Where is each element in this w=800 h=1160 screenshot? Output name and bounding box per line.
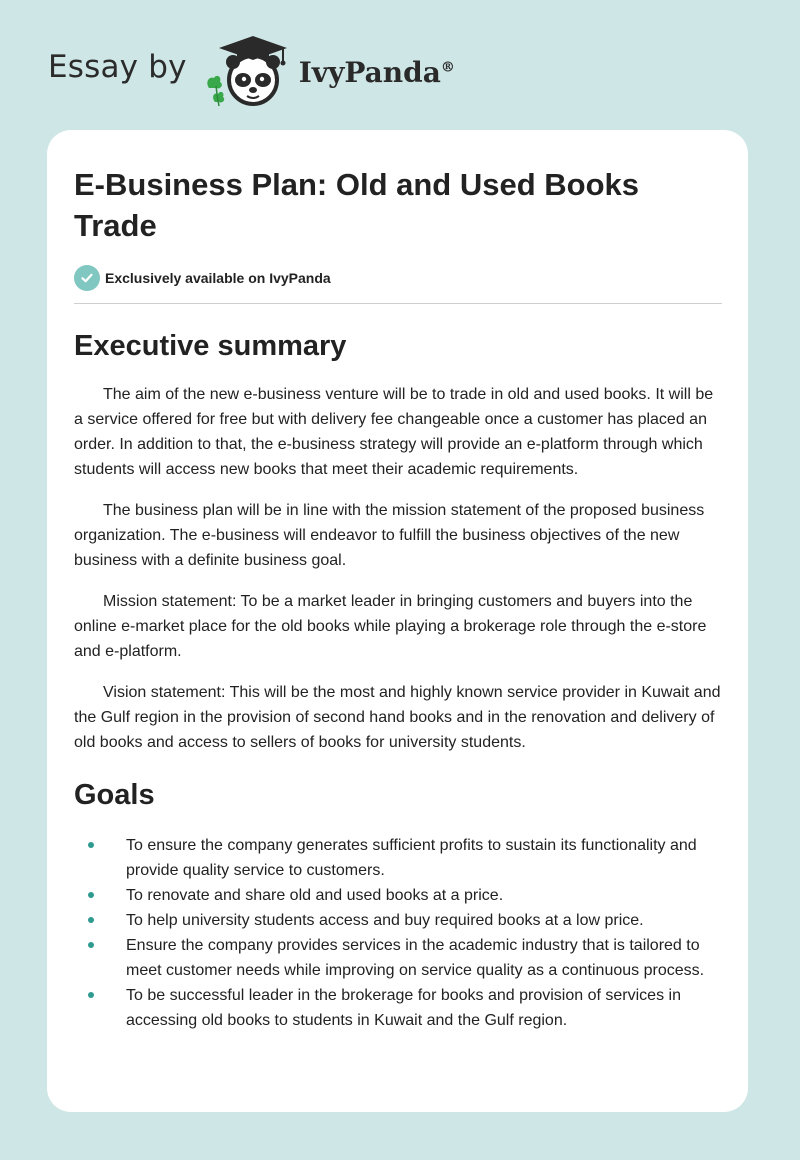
divider xyxy=(74,303,722,304)
goal-text: To ensure the company generates sufficient profits to sustain its functionality and provide quality service to customers. xyxy=(126,837,697,879)
brand-header xyxy=(48,30,455,110)
paragraph: Mission statement: To be a market leader in bringing customers and buyers into the online e-market place for the old books while playing a brokerage role through the e-store and e-platform. xyxy=(74,593,707,660)
list-item xyxy=(74,933,722,983)
list-item xyxy=(74,833,722,883)
bullet-icon xyxy=(88,842,94,848)
registered-mark: ® xyxy=(440,59,455,76)
paragraph: The aim of the new e-business venture will be to trade in old and used books. It will be a service offered for free but with delivery fee changeable once a customer has placed an order. In addition to that, the e-business strategy will provide an e-platform through which students will access new books that meet their academic requirements. xyxy=(74,386,714,478)
goal-text: Ensure the company provides services in the academic industry that is tailored to meet customer needs while improving on service quality as a continuous process. xyxy=(126,937,705,979)
checkmark-icon xyxy=(74,265,100,291)
panda-logo-icon[interactable] xyxy=(203,30,295,110)
bullet-icon xyxy=(88,917,94,923)
bullet-icon xyxy=(88,942,94,948)
article-card xyxy=(47,130,748,1112)
list-item xyxy=(74,883,722,908)
bullet-icon xyxy=(88,992,94,998)
goals-heading: Goals xyxy=(74,779,155,811)
executive-summary-body xyxy=(74,382,722,755)
bullet-icon xyxy=(88,892,94,898)
goal-text: To be successful leader in the brokerage for books and provision of services in accessing old books to students in Kuwait and the Gulf region. xyxy=(126,987,681,1029)
paragraph: Vision statement: This will be the most and highly known service provider in Kuwait and the Gulf region in the provision of second hand books and in the renovation and delivery of old books and access to sellers of books for university students. xyxy=(74,684,721,751)
brand-name[interactable]: IvyPanda® xyxy=(298,55,455,89)
exclusive-badge-label: Exclusively available on IvyPanda xyxy=(105,270,331,286)
goal-text: To help university students access and buy required books at a low price. xyxy=(126,912,644,929)
list-item xyxy=(74,983,722,1033)
goals-list xyxy=(74,833,722,1033)
paragraph: The business plan will be in line with the mission statement of the proposed business organization. The e-business will endeavor to fulfill the business objectives of the new business with a definite business goal. xyxy=(74,502,705,569)
page-title: E-Business Plan: Old and Used Books Trade xyxy=(74,167,640,243)
list-item xyxy=(74,908,722,933)
goal-text: To renovate and share old and used books at a price. xyxy=(126,887,504,904)
exclusive-badge xyxy=(74,264,722,292)
executive-summary-heading: Executive summary xyxy=(74,330,347,362)
brand-prefix: Essay by xyxy=(48,49,187,85)
